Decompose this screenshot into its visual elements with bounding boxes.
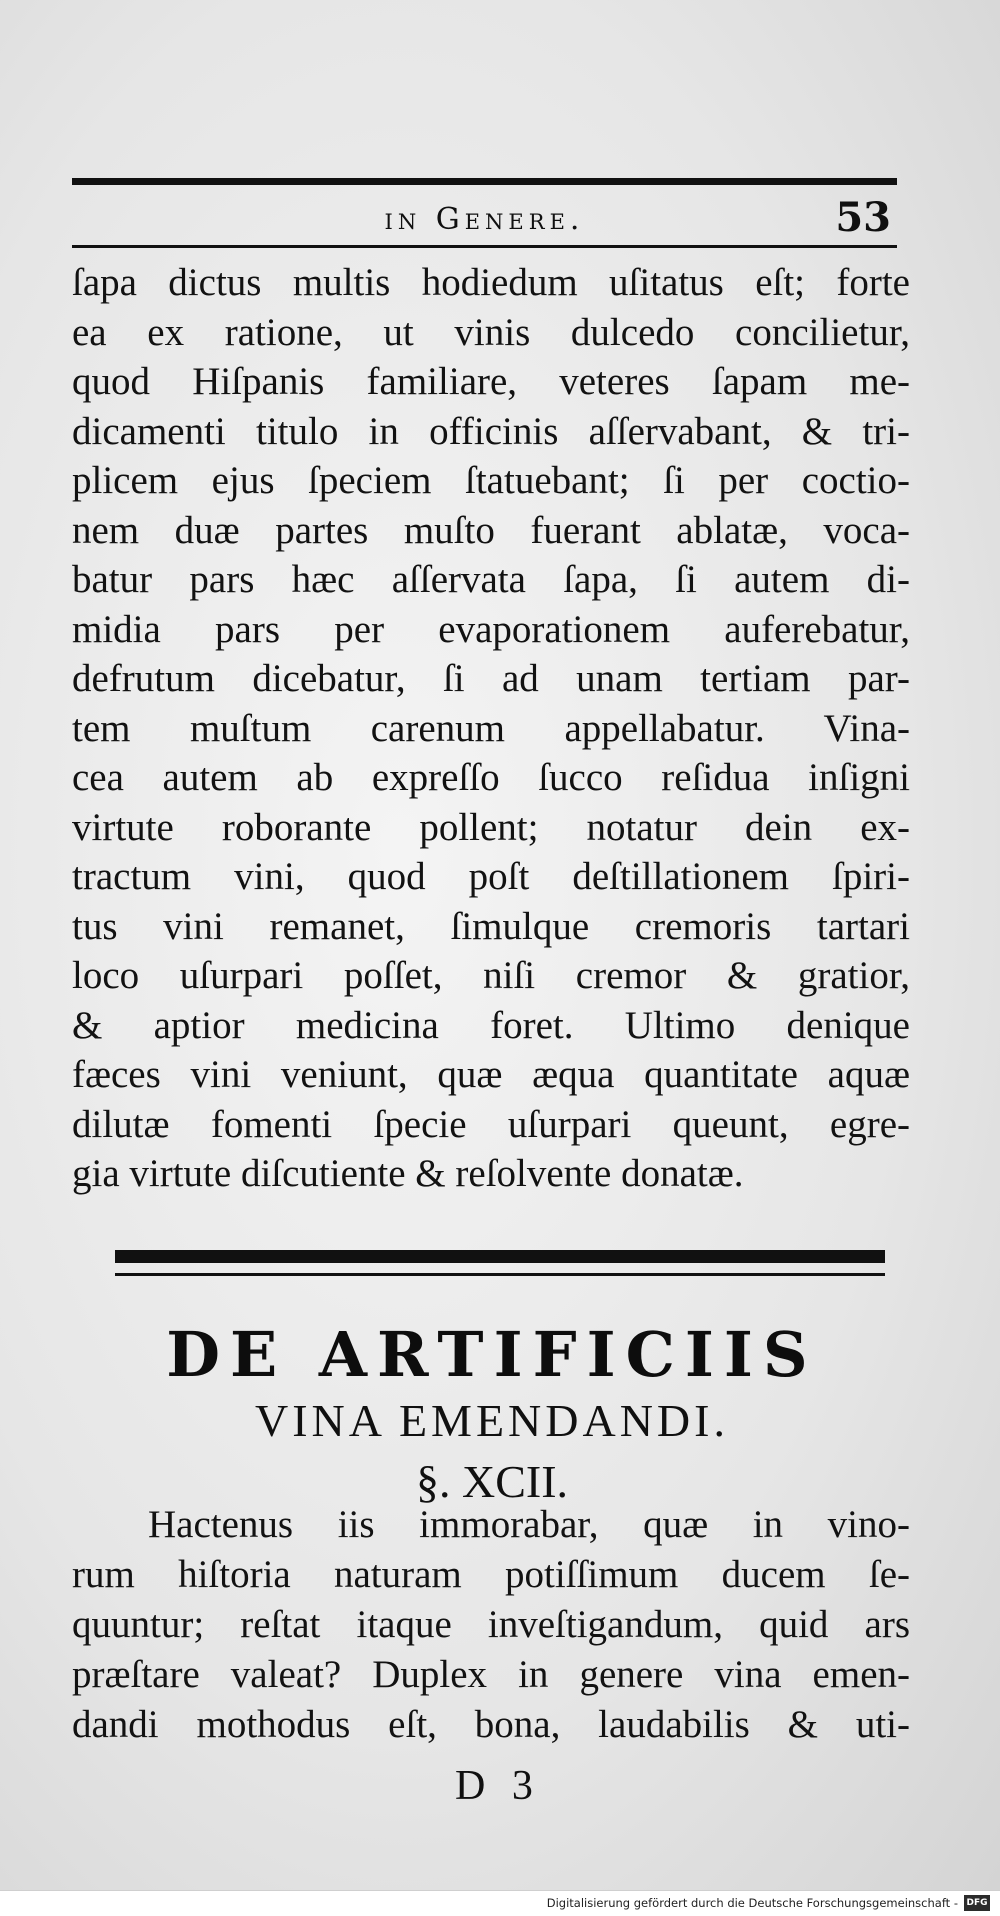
text-line: cea autem ab expreſſo ſucco reſidua inſigni [72, 756, 910, 799]
text-line: midia pars per evaporationem auferebatur, [72, 607, 910, 651]
text-line: tem muſtum carenum appellabatur. Vina- [72, 706, 910, 750]
section-rule-thin [115, 1273, 885, 1276]
text-line: quuntur; reſtat itaque inveſtigandum, quid ars [72, 1603, 910, 1646]
paragraph-2 [72, 1500, 910, 1750]
paragraph-1 [72, 258, 910, 1199]
page-number: 53 [835, 194, 891, 241]
text-line: præſtare valeat? Duplex in genere vina emen- [72, 1653, 910, 1696]
text-line: ſapa dictus multis hodiedum uſitatus eſt; forte [72, 261, 910, 304]
text-line: tractum vini, quod poſt deſtillationem ſpiri- [72, 855, 910, 898]
section-subtitle: VINA EMENDANDI. [255, 1395, 729, 1446]
dfg-logo-icon: DFG [964, 1895, 990, 1911]
text-line: tus vini remanet, ſimulque cremoris tartari [72, 904, 910, 948]
footer-credit: Digitalisierung gefördert durch die Deutsche Forschungsgemeinschaft - [546, 1896, 958, 1910]
section-number: §. XCII. [415, 1456, 569, 1507]
text-line: virtute roborante pollent; notatur dein ex- [72, 805, 910, 849]
text-line: rum hiſtoria naturam potiſſimum ducem ſe- [72, 1553, 910, 1596]
text-line: Hactenus iis immorabar, quæ in vino- [148, 1503, 910, 1546]
text-line: dicamenti titulo in officinis aſſervabant, & tri- [72, 409, 910, 453]
section-title: DE ARTIFICIIS [166, 1318, 818, 1391]
section-rule-thick [115, 1250, 885, 1263]
text-line: dandi mothodus eſt, bona, laudabilis & uti- [72, 1703, 910, 1746]
text-line: dilutæ fomenti ſpecie uſurpari queunt, egre- [72, 1102, 910, 1146]
text-line: ea ex ratione, ut vinis dulcedo concilietur, [72, 310, 910, 354]
text-line: defrutum dicebatur, ſi ad unam tertiam par- [72, 657, 910, 700]
digitization-footer [0, 1890, 1000, 1916]
running-head: in Genere. [384, 202, 585, 237]
signature-mark: D 3 [455, 1763, 541, 1809]
page-header [72, 194, 897, 241]
text-line: loco uſurpari poſſet, niſi cremor & gratior, [72, 954, 910, 997]
header-rule-top [72, 178, 897, 185]
text-line: batur pars hæc aſſervata ſapa, ſi autem di- [72, 558, 910, 601]
text-line: plicem ejus ſpeciem ſtatuebant; ſi per coctio- [72, 459, 910, 502]
text-line: fæces vini veniunt, quæ æqua quantitate aquæ [72, 1053, 910, 1096]
text-line: nem duæ partes muſto fuerant ablatæ, voca- [72, 508, 910, 552]
text-line: gia virtute diſcutiente & reſolvente donatæ. [72, 1152, 744, 1195]
text-line: & aptior medicina foret. Ultimo denique [72, 1003, 910, 1047]
text-line: quod Hiſpanis familiare, veteres ſapam me- [72, 360, 910, 403]
header-rule-bottom [72, 245, 897, 248]
